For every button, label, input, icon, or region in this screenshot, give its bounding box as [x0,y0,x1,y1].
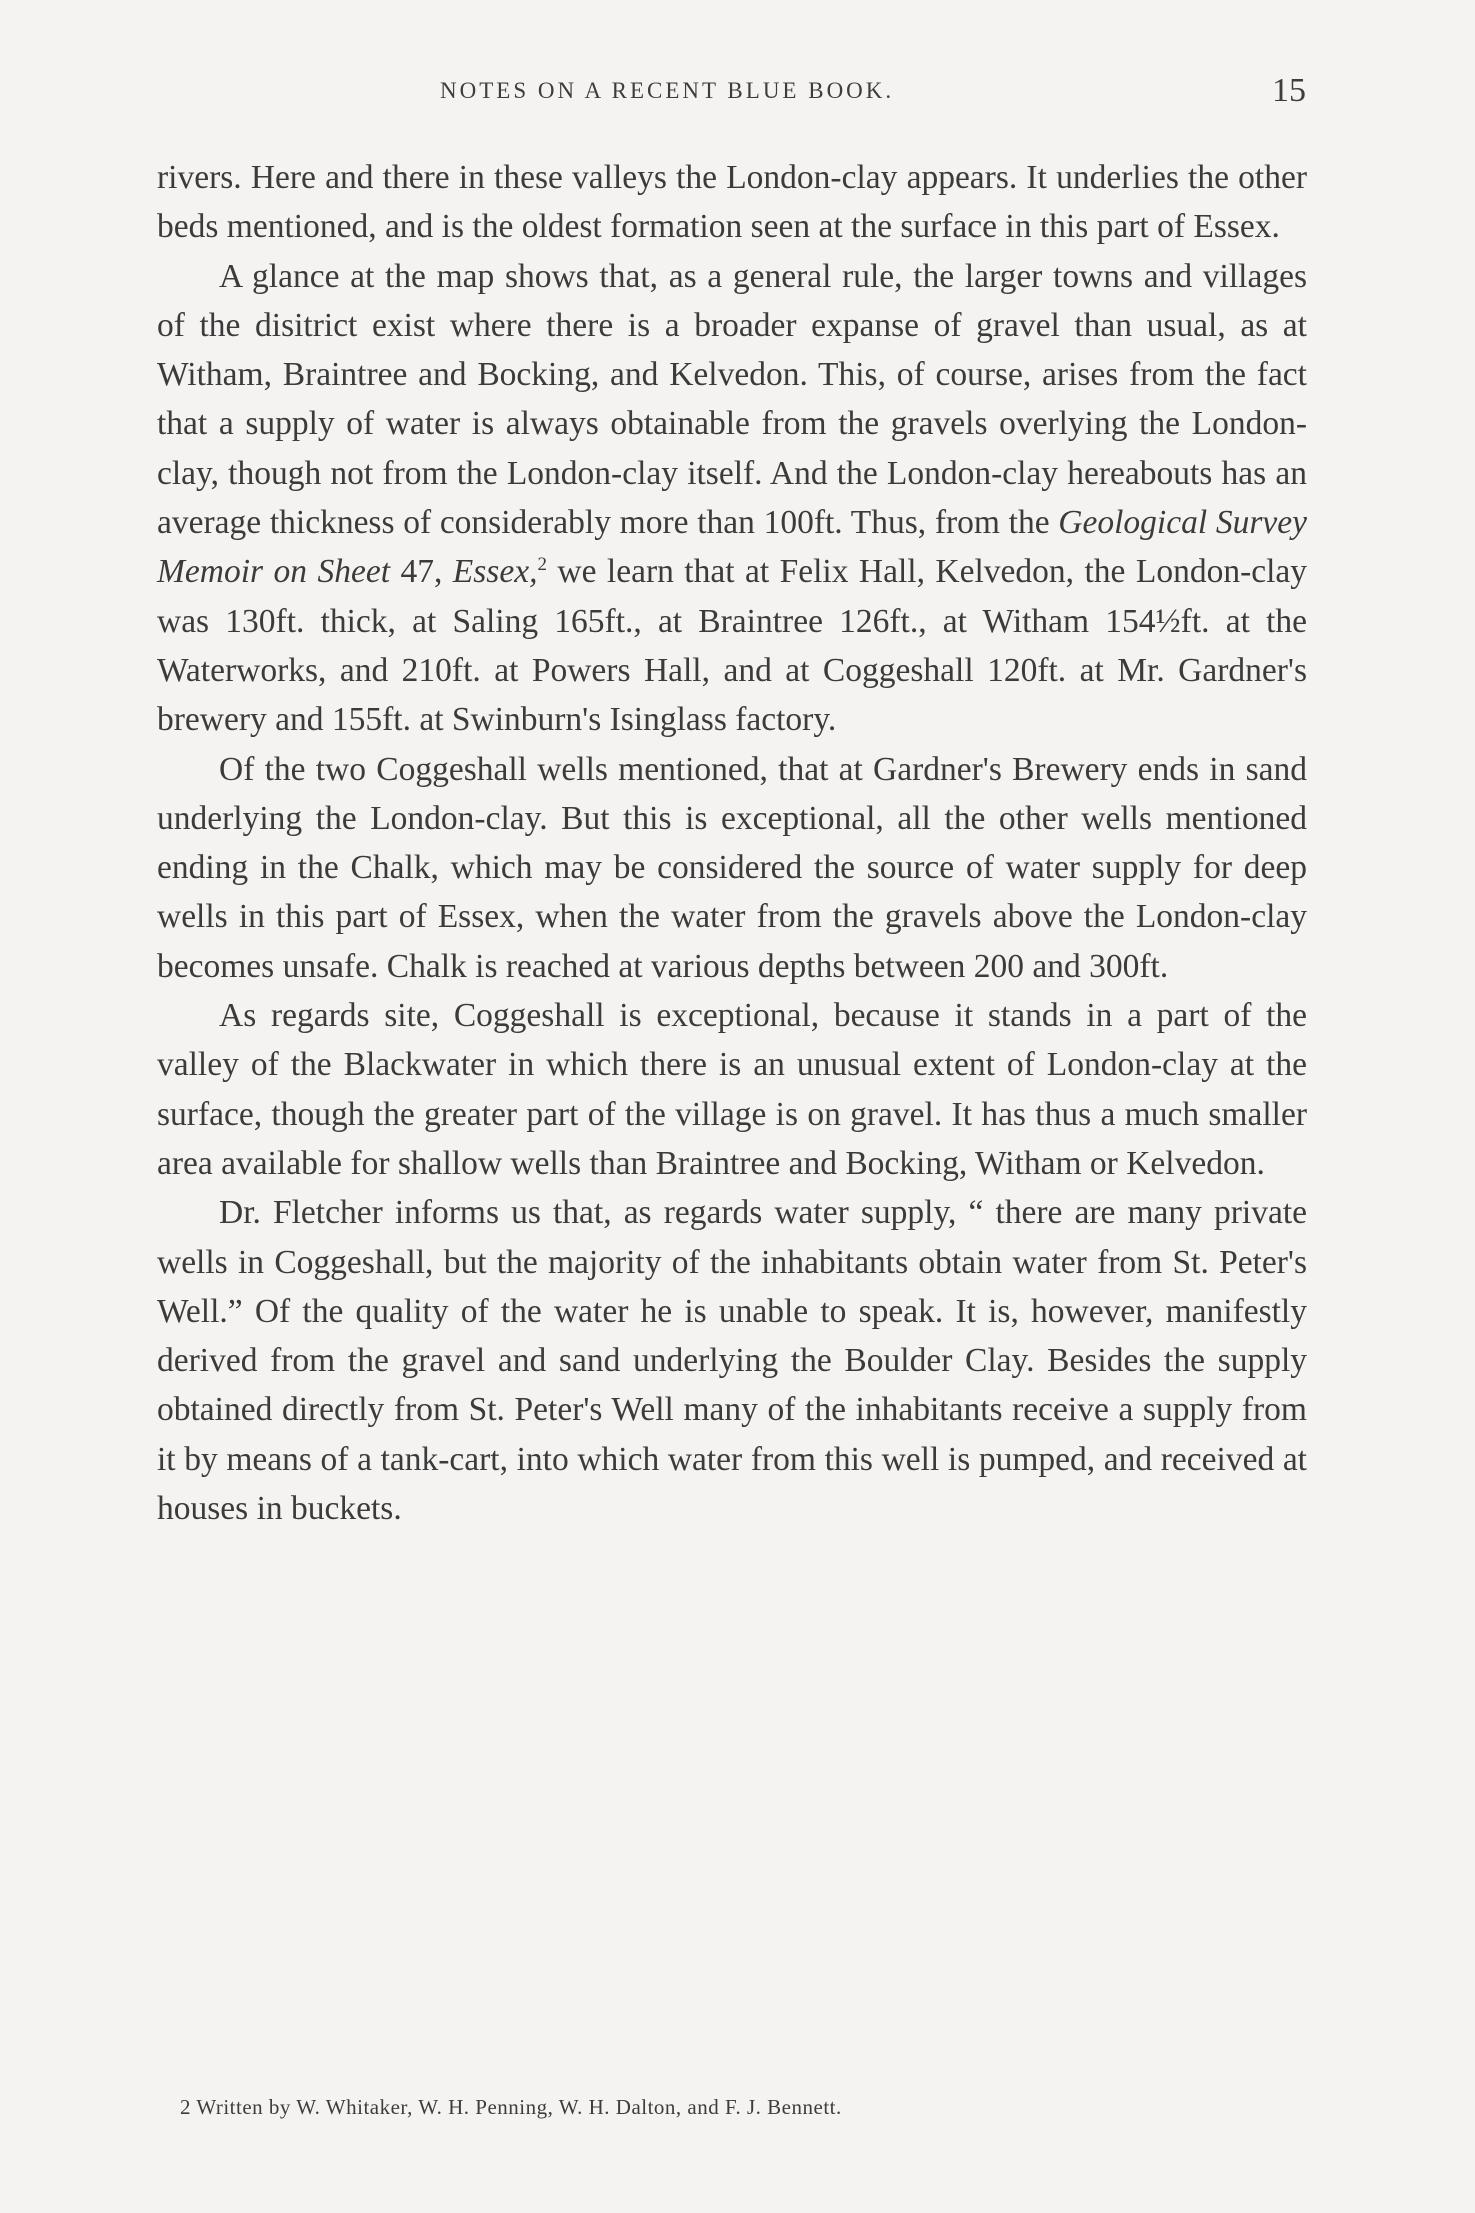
memoir-title: Geological Survey Memoir on Sheet [157,504,1307,591]
footnote-marker: 2 [537,554,547,576]
paragraph-2-continued: we learn that at Felix Hall, Kelvedon, the London-clay was 130ft. thick, at Saling 165ft., at Braintree 126ft., at Witham 154½ft. at the Waterworks, and 210ft. at Powers Hall, and at Coggeshall 120ft. at Mr. Gardner's brewery and 155ft. at Swinburn's Isinglass factory. [157,553,1308,739]
paragraph-2-text: A glance at the map shows that, as a general rule, the larger towns and villages of the disitrict exist where there is a broader expanse of gravel than usual, as at Witham, Braintree and Bocking, and Kelvedon. This, of course, arises from the fact that a supply of water is always obtainable from the gravels overlying the London-clay, though not from the London-clay itself. And the London-clay hereabouts has an average thickness of considerably more than 100ft. Thus, from the [157,257,1307,542]
paragraph-1: rivers. Here and there in these valleys the London-clay appears. It underlies the other beds mentioned, and is the oldest formation seen at the surface in this part of Essex. [157,159,1307,246]
paragraph-5: Dr. Fletcher informs us that, as regards water supply, “ there are many private wells in Coggeshall, but the majority of the inhabitants obtain water from St. Peter's Well.” Of the quality of the water he is unable to speak. It is, however, manifestly derived from the gravel and sand underlying the Boulder Clay. Besides the supply obtained directly from St. Peter's Well many of the inhabitants receive a supply from it by means of a tank-cart, into which water from this well is pumped, and received at houses in buckets. [157,1194,1307,1528]
running-title: NOTES ON A RECENT BLUE BOOK. [440,78,895,103]
memoir-county: Essex, [452,553,538,591]
page-number: 15 [1272,72,1306,109]
footnote: 2 Written by W. Whitaker, W. H. Penning, W. H. Dalton, and F. J. Bennett. [180,2095,842,2119]
paragraph-3: Of the two Coggeshall wells mentioned, that at Gardner's Brewery ends in sand underlying the London-clay. But this is exceptional, all the other wells mentioned ending in the Chalk, which may be considered the source of water supply for deep wells in this part of Essex, when the water from the gravels above the London-clay becomes unsafe. Chalk is reached at various depths between 200 and 300ft. [157,750,1307,985]
paragraph-2 [157,252,1307,745]
paragraph-4: As regards site, Coggeshall is exceptional, because it stands in a part of the valley of the Blackwater in which there is an unusual extent of London-clay at the surface, though the greater part of the village is on gravel. It has thus a much smaller area available for shallow wells than Braintree and Bocking, Witham or Kelvedon. [157,997,1307,1182]
body-text [157,153,1307,1533]
sheet-number: 47, [390,553,453,591]
